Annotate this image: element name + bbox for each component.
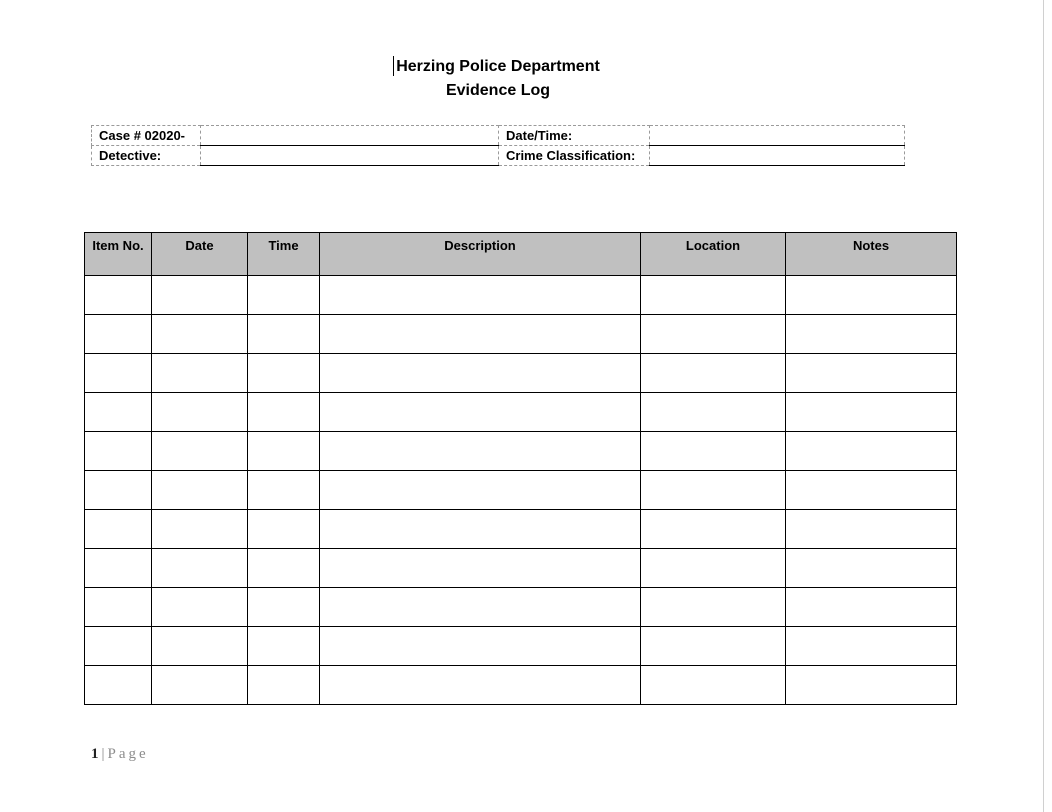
cell-date[interactable] <box>152 588 248 627</box>
cell-time[interactable] <box>248 471 320 510</box>
cell-location[interactable] <box>641 276 786 315</box>
evidence-log-body <box>85 276 957 705</box>
crime-classification-field[interactable] <box>650 146 905 166</box>
header-time: Time <box>248 233 320 276</box>
header-location: Location <box>641 233 786 276</box>
cell-notes[interactable] <box>786 549 957 588</box>
cell-location[interactable] <box>641 393 786 432</box>
cell-item[interactable] <box>85 276 152 315</box>
cell-item[interactable] <box>85 510 152 549</box>
cell-item[interactable] <box>85 471 152 510</box>
cell-location[interactable] <box>641 471 786 510</box>
cell-time[interactable] <box>248 315 320 354</box>
cell-description[interactable] <box>320 666 641 705</box>
title-evidence-log: Evidence Log <box>445 82 551 99</box>
cell-description[interactable] <box>320 627 641 666</box>
cell-date[interactable] <box>152 510 248 549</box>
cell-time[interactable] <box>248 549 320 588</box>
document-title <box>294 55 702 103</box>
crime-classification-label: Crime Classification: <box>499 146 650 166</box>
date-time-label: Date/Time: <box>499 126 650 146</box>
cell-item[interactable] <box>85 315 152 354</box>
table-row <box>85 315 957 354</box>
cell-item[interactable] <box>85 432 152 471</box>
cell-description[interactable] <box>320 471 641 510</box>
date-time-field[interactable] <box>650 126 905 146</box>
cell-date[interactable] <box>152 276 248 315</box>
cell-description[interactable] <box>320 393 641 432</box>
cell-item[interactable] <box>85 588 152 627</box>
table-row <box>85 549 957 588</box>
footer-separator: | <box>101 746 105 762</box>
header-notes: Notes <box>786 233 957 276</box>
page-edge <box>1043 0 1052 812</box>
table-row <box>85 393 957 432</box>
cell-location[interactable] <box>641 432 786 471</box>
cell-date[interactable] <box>152 471 248 510</box>
cell-notes[interactable] <box>786 510 957 549</box>
cell-date[interactable] <box>152 432 248 471</box>
table-row <box>85 666 957 705</box>
table-row <box>85 276 957 315</box>
cell-date[interactable] <box>152 354 248 393</box>
table-row <box>85 510 957 549</box>
cell-item[interactable] <box>85 549 152 588</box>
cell-notes[interactable] <box>786 588 957 627</box>
case-info-table <box>91 125 905 166</box>
cell-time[interactable] <box>248 666 320 705</box>
cell-time[interactable] <box>248 588 320 627</box>
cell-time[interactable] <box>248 627 320 666</box>
table-header-row <box>85 233 957 276</box>
evidence-log-table <box>84 232 957 705</box>
table-row <box>85 354 957 393</box>
cell-location[interactable] <box>641 510 786 549</box>
header-description: Description <box>320 233 641 276</box>
page-footer <box>91 746 149 763</box>
cell-item[interactable] <box>85 666 152 705</box>
cell-time[interactable] <box>248 393 320 432</box>
cell-description[interactable] <box>320 510 641 549</box>
table-row <box>85 627 957 666</box>
header-item-no: Item No. <box>85 233 152 276</box>
cell-location[interactable] <box>641 354 786 393</box>
case-number-label: Case # 02020- <box>92 126 201 146</box>
cell-description[interactable] <box>320 276 641 315</box>
table-row <box>85 432 957 471</box>
page-number: 1 <box>91 746 99 762</box>
cell-notes[interactable] <box>786 393 957 432</box>
cell-description[interactable] <box>320 354 641 393</box>
cell-notes[interactable] <box>786 276 957 315</box>
cell-location[interactable] <box>641 588 786 627</box>
cell-item[interactable] <box>85 627 152 666</box>
cell-notes[interactable] <box>786 471 957 510</box>
cell-location[interactable] <box>641 315 786 354</box>
cell-date[interactable] <box>152 627 248 666</box>
cell-date[interactable] <box>152 549 248 588</box>
detective-label: Detective: <box>92 146 201 166</box>
cell-item[interactable] <box>85 354 152 393</box>
cell-notes[interactable] <box>786 432 957 471</box>
cell-description[interactable] <box>320 588 641 627</box>
cell-date[interactable] <box>152 315 248 354</box>
cell-location[interactable] <box>641 549 786 588</box>
cell-description[interactable] <box>320 432 641 471</box>
title-department: Herzing Police Department <box>396 58 600 75</box>
text-cursor <box>393 56 394 76</box>
table-row <box>85 471 957 510</box>
header-date: Date <box>152 233 248 276</box>
page-label: Page <box>107 746 149 762</box>
table-row <box>85 588 957 627</box>
cell-time[interactable] <box>248 432 320 471</box>
cell-description[interactable] <box>320 549 641 588</box>
cell-notes[interactable] <box>786 627 957 666</box>
cell-notes[interactable] <box>786 315 957 354</box>
detective-field[interactable] <box>201 146 499 166</box>
cell-date[interactable] <box>152 393 248 432</box>
cell-date[interactable] <box>152 666 248 705</box>
cell-time[interactable] <box>248 276 320 315</box>
cell-item[interactable] <box>85 393 152 432</box>
cell-location[interactable] <box>641 627 786 666</box>
cell-location[interactable] <box>641 666 786 705</box>
cell-notes[interactable] <box>786 666 957 705</box>
case-number-field[interactable] <box>201 126 499 146</box>
cell-time[interactable] <box>248 510 320 549</box>
cell-time[interactable] <box>248 354 320 393</box>
cell-description[interactable] <box>320 315 641 354</box>
cell-notes[interactable] <box>786 354 957 393</box>
